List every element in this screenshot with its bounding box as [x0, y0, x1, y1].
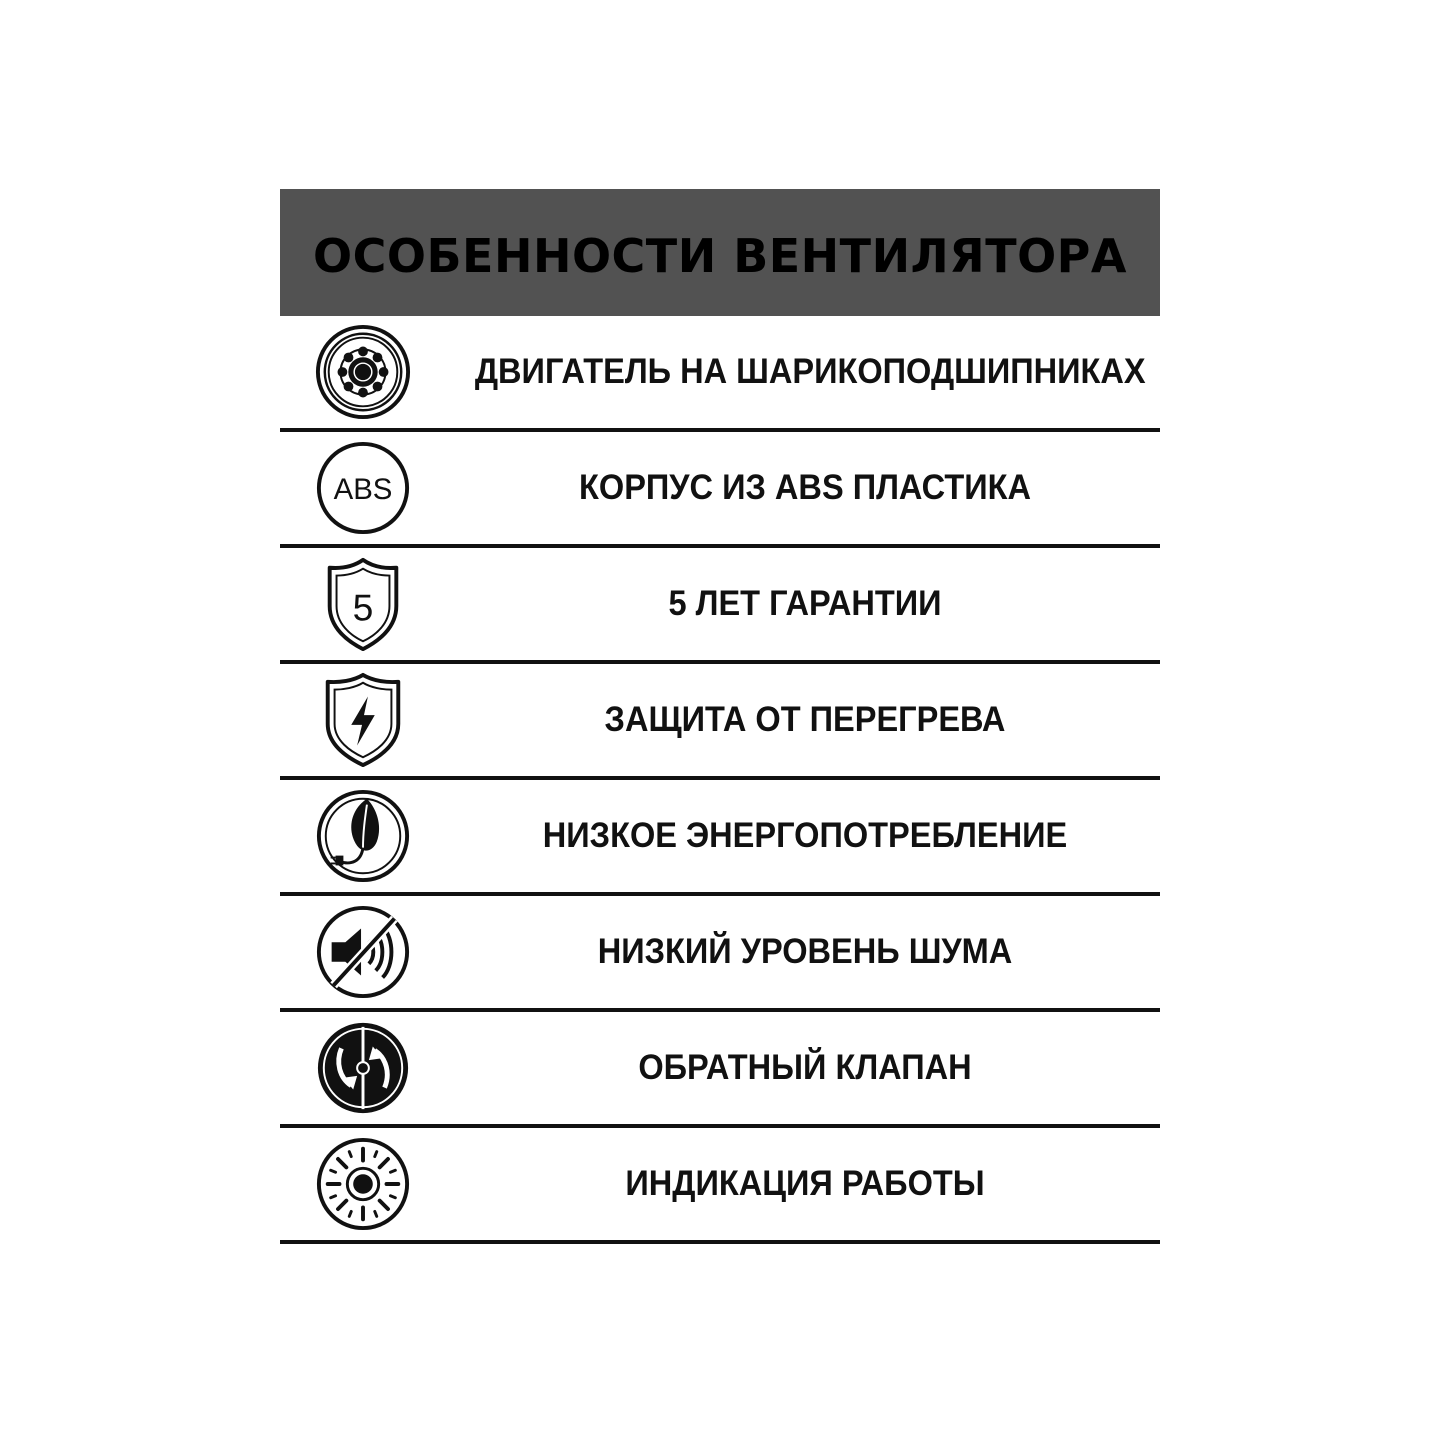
page-title: ОСОБЕННОСТИ ВЕНТИЛЯТОРА: [313, 228, 1127, 283]
abs-icon: [314, 439, 412, 537]
lightning-shield-icon: [314, 671, 412, 769]
feature-label: НИЗКОЕ ЭНЕРГОПОТРЕБЛЕНИЕ: [542, 816, 1068, 855]
feature-row-noise: [280, 896, 1160, 1012]
feature-label: КОРПУС ИЗ ABS ПЛАСТИКА: [579, 468, 1031, 507]
eco-leaf-plug-icon: [314, 787, 412, 885]
warranty-years-text: 5: [352, 586, 374, 629]
feature-row-energy: [280, 780, 1160, 896]
feature-row-warranty: [280, 548, 1160, 664]
indicator-light-icon: [314, 1135, 412, 1233]
feature-row-overheat: [280, 664, 1160, 780]
feature-row-abs: [280, 432, 1160, 548]
feature-label: ДВИГАТЕЛЬ НА ШАРИКОПОДШИПНИКАХ: [474, 352, 1146, 391]
feature-row-indication: [280, 1128, 1160, 1244]
feature-label: ИНДИКАЦИЯ РАБОТЫ: [625, 1164, 985, 1203]
muted-speaker-icon: [314, 903, 412, 1001]
feature-row-bearing: [280, 316, 1160, 432]
check-valve-icon: [314, 1019, 412, 1117]
features-sheet: [280, 189, 1160, 1244]
feature-row-valve: [280, 1012, 1160, 1128]
feature-label: 5 ЛЕТ ГАРАНТИИ: [668, 584, 942, 623]
warranty-shield-icon: [314, 555, 412, 653]
feature-label: НИЗКИЙ УРОВЕНЬ ШУМА: [597, 932, 1013, 971]
feature-label: ОБРАТНЫЙ КЛАПАН: [638, 1048, 972, 1087]
abs-icon-text: ABS: [333, 472, 393, 506]
ball-bearing-icon: [314, 323, 412, 421]
header-banner: [280, 189, 1160, 316]
feature-label: ЗАЩИТА ОТ ПЕРЕГРЕВА: [604, 700, 1006, 739]
